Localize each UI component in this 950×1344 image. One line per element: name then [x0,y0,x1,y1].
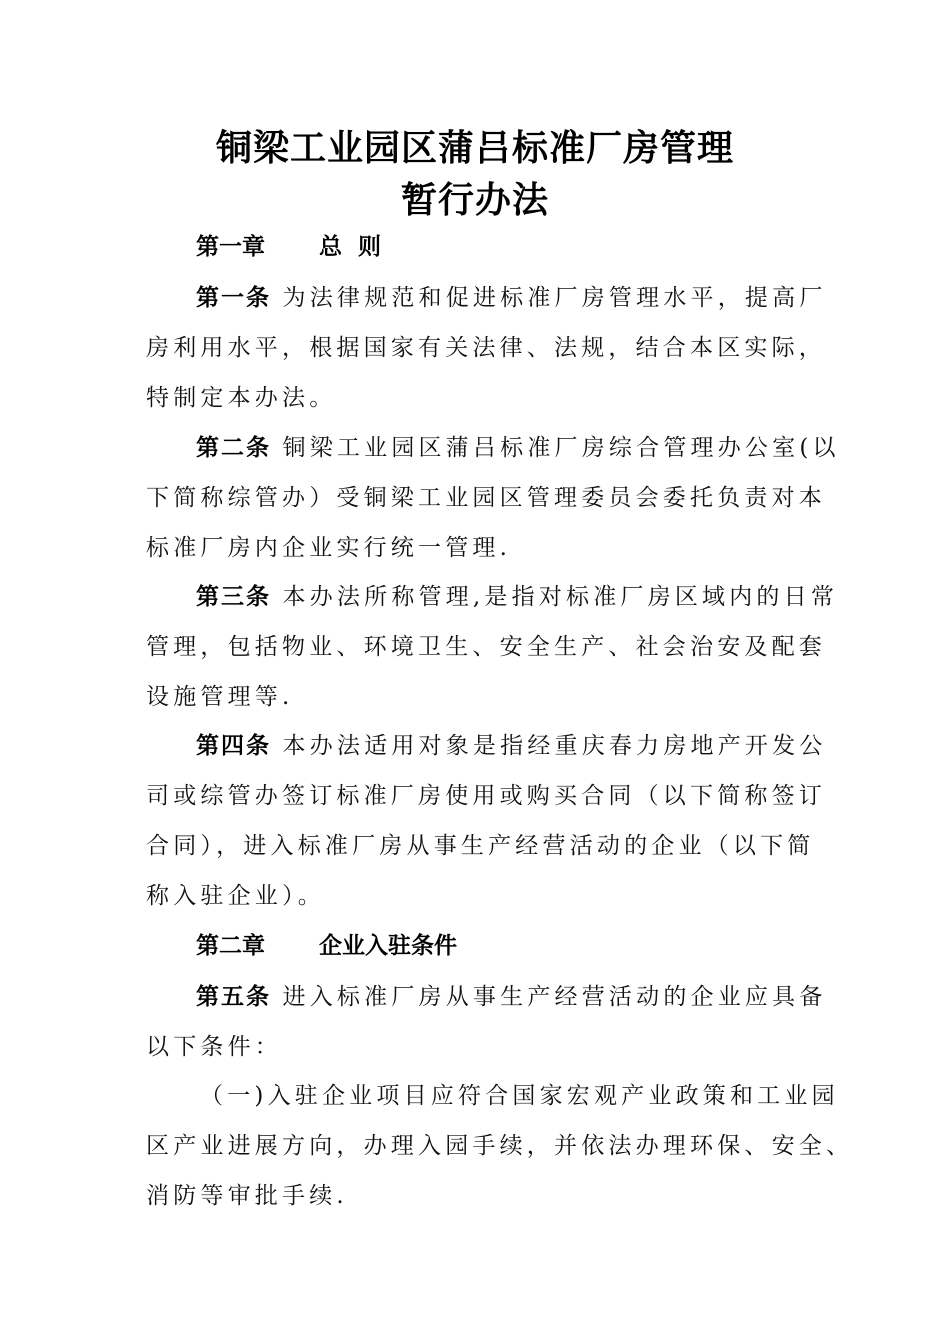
chapter-1-number: 第一章 [196,234,265,260]
article-3-line-1 [196,582,838,612]
article-5-line-1 [196,982,827,1012]
article-4-label: 第四条 [196,733,271,759]
article-5-label: 第五条 [196,984,271,1010]
article-5-text-1: 进入标准厂房从事生产经营活动的企业应具备 [282,984,827,1010]
article-5-line-2: 以下条件： [146,1034,282,1060]
chapter-2-heading [196,931,457,961]
article-1-line-2: 房利用水平，根据国家有关法律、法规，结合本区实际， [146,335,826,361]
article-4-line-1 [196,731,827,761]
item-1-line-2: 区产业进展方向，办理入园手续，并依法办理环保、安全、 [146,1133,854,1159]
item-1-line-1: （一)入驻企业项目应符合国家宏观产业政策和工业园 [200,1083,839,1109]
article-1-line-3: 特制定本办法。 [146,385,337,411]
article-1-label: 第一条 [196,285,271,311]
article-4-text-1: 本办法适用对象是指经重庆春力房地产开发公 [282,733,827,759]
article-2-line-2: 下简称综管办）受铜梁工业园区管理委员会委托负责对本 [146,485,826,511]
article-2-line-1 [196,433,840,463]
chapter-2-name: 企业入驻条件 [319,933,457,959]
article-3-text-1: 本办法所称管理,是指对标准厂房区域内的日常 [282,584,839,610]
article-4-line-2: 司或综管办签订标准厂房使用或购买合同（以下简称签订 [146,783,826,809]
article-1-line-1 [196,283,827,313]
article-2-label: 第二条 [196,435,271,461]
article-3-line-3: 设施管理等. [146,684,294,710]
article-4-line-4: 称入驻企业）。 [146,883,325,909]
article-3-line-2: 管理，包括物业、环境卫生、安全生产、社会治安及配套 [146,634,826,660]
item-1-line-3: 消防等审批手续. [146,1183,348,1209]
document-title-line-2: 暂行办法 [400,179,549,221]
chapter-2-number: 第二章 [196,933,265,959]
chapter-1-name: 总 则 [319,234,382,260]
article-2-text-1: 铜梁工业园区蒲吕标准厂房综合管理办公室(以 [282,435,840,461]
document-title-line-1: 铜梁工业园区蒲吕标准厂房管理 [215,127,734,169]
article-1-text-1: 为法律规范和促进标准厂房管理水平，提高厂 [282,285,827,311]
article-3-label: 第三条 [196,584,271,610]
chapter-1-heading [196,232,381,262]
article-4-line-3: 合同），进入标准厂房从事生产经营活动的企业（以下简 [146,833,815,859]
article-2-line-3: 标准厂房内企业实行统一管理. [146,535,512,561]
